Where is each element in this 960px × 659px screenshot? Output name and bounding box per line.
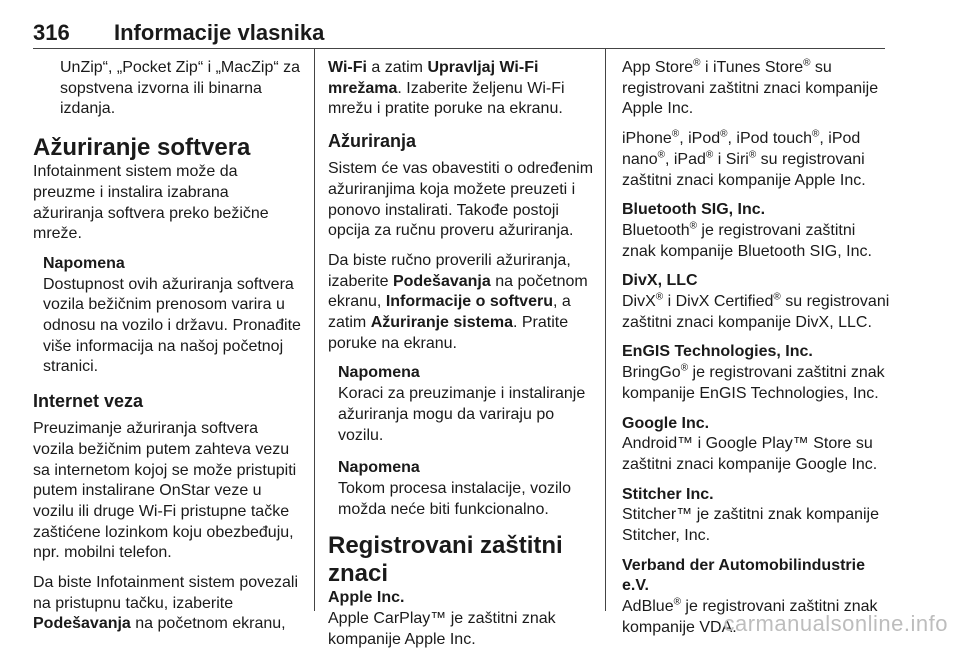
paragraph-bluetooth: Bluetooth® je registrovani zaštitni znak kompanije Bluetooth SIG, Inc. bbox=[622, 220, 872, 260]
paragraph-divx: DivX® i DivX Certified® su registrovani zaštitni znaci kompanije DivX, LLC. bbox=[622, 291, 890, 331]
company-divx: DivX, LLC bbox=[622, 272, 698, 290]
paragraph-manual-check: Da biste ručno proverili ažuriranja, izaberite Podešavanja na početnom ekranu, Informacije o softveru, a zatim Ažuriranje sistema. Pratite poruke na ekranu. bbox=[328, 251, 588, 352]
note-box bbox=[328, 458, 594, 520]
watermark: carmanualsonline.info bbox=[723, 611, 948, 636]
note-text: Tokom procesa instalacije, vozilo možda neće biti funkcionalno. bbox=[338, 479, 571, 518]
paragraph-appstore: App Store® i iTunes Store® su registrovani zaštitni znaci kompanije Apple Inc. bbox=[622, 57, 879, 118]
paragraph-iphone: iPhone®, iPod®, iPod touch®, iPod nano®, iPad® i Siri® su registrovani zaštitni znaci kompanije Apple Inc. bbox=[622, 128, 866, 189]
page-header bbox=[33, 20, 885, 54]
heading-software-update: Ažuriranje softvera bbox=[33, 134, 251, 162]
company-bluetooth: Bluetooth SIG, Inc. bbox=[622, 201, 766, 219]
paragraph-continuation: UnZip“, „Pocket Zip“ i „MacZip“ za sopstvena izvorna ili binarna izdanja. bbox=[60, 59, 301, 118]
column-divider bbox=[314, 49, 315, 611]
paragraph-internet: Preuzimanje ažuriranja softvera vozila bežičnim putem zahteva vezu sa internetom kojoj se može pristupiti putem instalirane OnStar veze u vozilu ili druge Wi-Fi pristupne tačke zaštićene lozinkom koju obezbeđuju, npr. mobilni telefon. bbox=[33, 420, 297, 562]
column-middle bbox=[328, 58, 594, 659]
paragraph-connect: Da biste Infotainment sistem povezali na pristupnu tačku, izaberite Podešavanja na početnom ekranu, bbox=[33, 574, 299, 633]
paragraph-wifi: Wi-Fi a zatim Upravljaj Wi-Fi mrežama. Izaberite željenu Wi-Fi mrežu i pratite poruke na ekranu. bbox=[328, 59, 565, 118]
note-title: Napomena bbox=[43, 254, 125, 272]
paragraph-google: Android™ i Google Play™ Store su zaštitni znaci kompanije Google Inc. bbox=[622, 435, 878, 473]
note-title: Napomena bbox=[338, 459, 420, 477]
company-google: Google Inc. bbox=[622, 414, 710, 432]
company-apple: Apple Inc. bbox=[328, 589, 405, 607]
paragraph-update: Infotainment sistem može da preuzme i instalira izabrana ažuriranja softvera preko bežične mreže. bbox=[33, 163, 269, 243]
column-right bbox=[622, 58, 890, 648]
note-text: Koraci za preuzimanje i instaliranje ažuriranja mogu da variraju po vozilu. bbox=[338, 385, 586, 444]
paragraph-vda: AdBlue® je registrovani zaštitni znak kompanije VDA. bbox=[622, 596, 878, 636]
paragraph-apple: Apple CarPlay™ je zaštitni znak kompanije Apple Inc. bbox=[328, 610, 556, 648]
menu-ref: Podešavanja bbox=[33, 615, 131, 633]
heading-internet: Internet veza bbox=[33, 391, 144, 412]
note-box bbox=[33, 254, 303, 378]
column-divider bbox=[605, 49, 606, 611]
page-number: 316 bbox=[33, 20, 70, 45]
heading-trademarks: Registrovani zaštitni znaci bbox=[328, 532, 563, 588]
column-left bbox=[33, 58, 303, 644]
note-title: Napomena bbox=[338, 364, 420, 382]
paragraph-stitcher: Stitcher™ je zaštitni znak kompanije Stitcher, Inc. bbox=[622, 506, 879, 545]
company-stitcher: Stitcher Inc. bbox=[622, 485, 714, 503]
page-title: Informacije vlasnika bbox=[114, 20, 325, 45]
note-box bbox=[328, 363, 594, 446]
paragraph-engis: BringGo® je registrovani zaštitni znak kompanije EnGIS Technologies, Inc. bbox=[622, 362, 885, 402]
company-engis: EnGIS Technologies, Inc. bbox=[622, 343, 813, 361]
header-rule bbox=[33, 48, 885, 49]
heading-updates: Ažuriranja bbox=[328, 131, 417, 152]
paragraph-notify: Sistem će vas obavestiti o određenim ažuriranjima koja možete preuzeti i ponovo instalirati. Takođe postoji opcija za ručnu proveru ažuriranja. bbox=[328, 160, 594, 240]
note-text: Dostupnost ovih ažuriranja softvera vozila bežičnim prenosom varira u odnosu na vozilo i državu. Pronađite više informacija na našoj početnoj stranici. bbox=[43, 275, 301, 376]
company-vda: Verband der Automobilindustrie e.V. bbox=[622, 556, 865, 595]
